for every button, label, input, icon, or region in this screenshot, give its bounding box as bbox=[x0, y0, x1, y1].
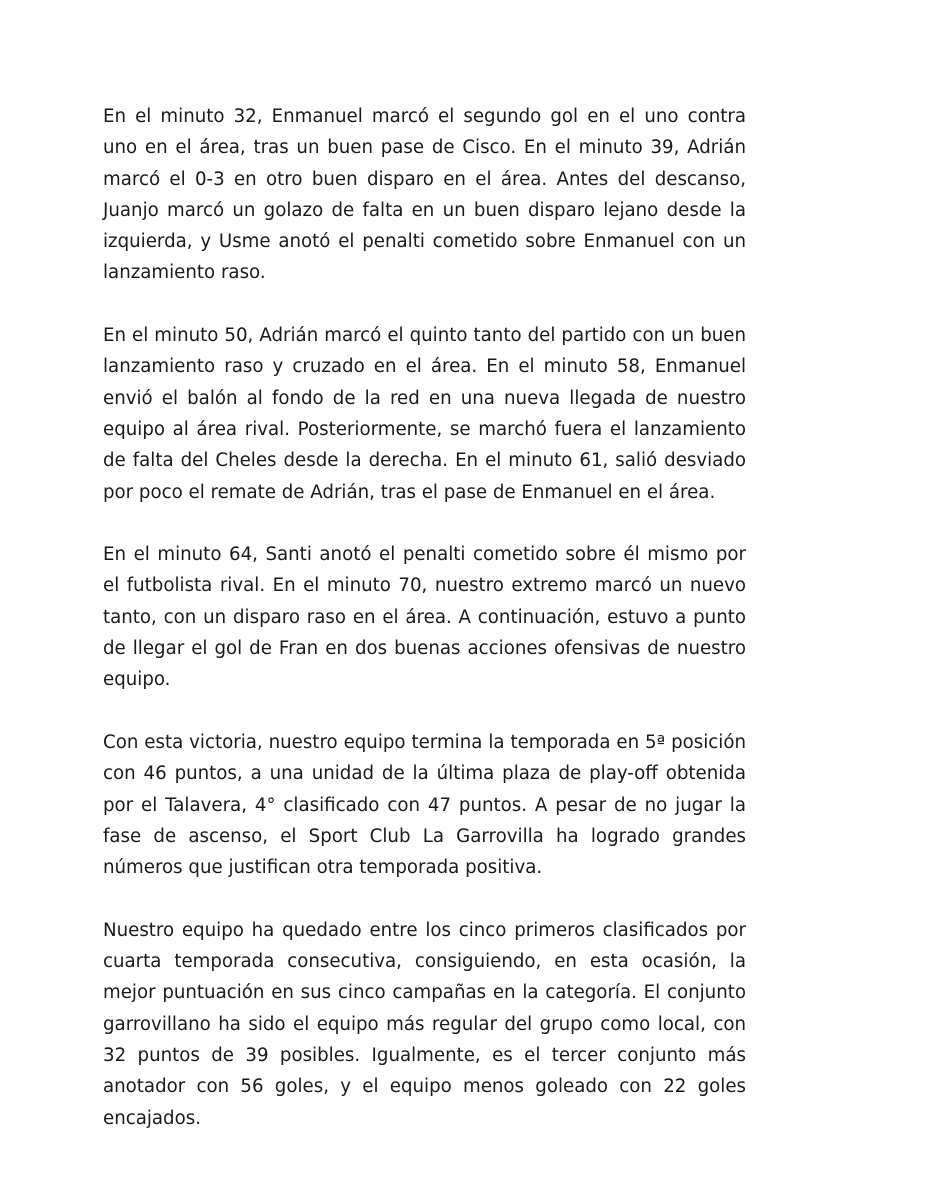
paragraph: Nuestro equipo ha quedado entre los cinco primeros clasificados por cuarta temporada consecutiva, consiguiendo, en esta ocasión, la mejor puntuación en sus cinco campañas en la categoría. El conjunto garrovillano ha sido el equipo más regular del grupo como local, con 32 puntos de 39 posibles. Igualmente, es el tercer conjunto más anotador con 56 goles, y el equipo menos goleado con 22 goles encajados. bbox=[103, 919, 746, 1129]
paragraph: En el minuto 50, Adrián marcó el quinto tanto del partido con un buen lanzamiento raso y cruzado en el área. En el minuto 58, Enmanuel envió el balón al fondo de la red en una nueva llegada de nuestro equipo al área rival. Posteriormente, se marchó fuera el lanzamiento de falta del Cheles desde la derecha. En el minuto 61, salió desviado por poco el remate de Adrián, tras el pase de Enmanuel en el área. bbox=[103, 325, 746, 503]
paragraph: En el minuto 64, Santi anotó el penalti cometido sobre él mismo por el futbolista rival. En el minuto 70, nuestro extremo marcó un nuevo tanto, con un disparo raso en el área. A continuación, estuvo a punto de llegar el gol de Fran en dos buenas acciones ofensivas de nuestro equipo. bbox=[103, 544, 746, 691]
document-body bbox=[103, 101, 746, 1134]
paragraph: Con esta victoria, nuestro equipo termina la temporada en 5ª posición con 46 puntos, a una unidad de la última plaza de play-off obtenida por el Talavera, 4° clasificado con 47 puntos. A pesar de no jugar la fase de ascenso, el Sport Club La Garrovilla ha logrado grandes números que justifican otra temporada positiva. bbox=[103, 731, 746, 879]
paragraph: En el minuto 32, Enmanuel marcó el segundo gol en el uno contra uno en el área, tras un buen pase de Cisco. En el minuto 39, Adrián marcó el 0-3 en otro buen disparo en el área. Antes del descanso, Juanjo marcó un golazo de falta en un buen disparo lejano desde la izquierda, y Usme anotó el penalti cometido sobre Enmanuel con un lanzamiento raso. bbox=[103, 106, 746, 284]
